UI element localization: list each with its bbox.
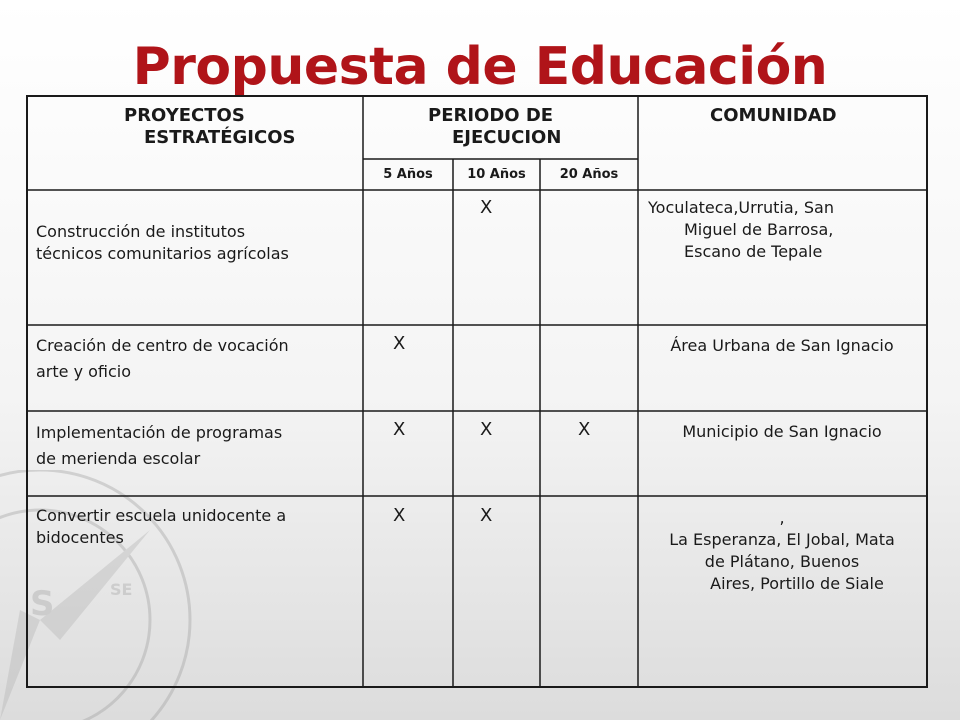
header-proyectos-line1: PROYECTOS xyxy=(124,105,245,126)
header-periodo xyxy=(428,105,628,149)
education-proposal-table xyxy=(26,95,928,688)
header-periodo-line2: EJECUCION xyxy=(452,127,562,148)
table-grid-lines xyxy=(28,97,926,686)
subheader-10-anos: 10 Años xyxy=(467,167,526,182)
project-line: Creación de centro de vocación xyxy=(36,336,289,355)
project-line: bidocentes xyxy=(36,528,124,547)
project-line: de merienda escolar xyxy=(36,449,201,468)
project-line: Construcción de institutos xyxy=(36,222,246,241)
header-comunidad-label: COMUNIDAD xyxy=(710,105,837,126)
slide-title: Propuesta de Educación xyxy=(132,37,828,97)
community-line: La Esperanza, El Jobal, Mata xyxy=(669,530,895,549)
header-comunidad xyxy=(710,105,910,127)
community-line: Municipio de San Ignacio xyxy=(682,422,882,441)
table-row-3-community xyxy=(638,421,926,443)
svg-text:S: S xyxy=(30,584,55,624)
project-line: técnicos comunitarios agrícolas xyxy=(36,244,289,263)
community-line: de Plátano, Buenos xyxy=(704,552,860,571)
table-row-3-mark-20: X xyxy=(578,419,591,440)
project-line: arte y oficio xyxy=(36,362,132,381)
community-line: Área Urbana de San Ignacio xyxy=(670,336,894,355)
project-line: Implementación de programas xyxy=(36,423,283,442)
table-row-1-community xyxy=(648,197,918,263)
table-row-2-mark-5: X xyxy=(393,333,406,354)
table-row-4-community xyxy=(638,507,926,595)
community-line: , xyxy=(779,508,785,527)
community-line: Yoculateca,Urrutia, San xyxy=(648,198,834,217)
subheader-20-anos: 20 Años xyxy=(559,167,619,182)
svg-text:SE: SE xyxy=(110,580,133,599)
header-proyectos-line2: ESTRATÉGICOS xyxy=(144,127,296,148)
table-row-4-mark-10: X xyxy=(480,505,493,526)
header-periodo-line1: PERIODO DE xyxy=(428,105,554,126)
table-row-4-mark-5: X xyxy=(393,505,406,526)
community-line: Aires, Portillo de Siale xyxy=(710,574,884,593)
table-row-1-mark-10: X xyxy=(480,197,493,218)
header-proyectos xyxy=(124,105,354,149)
table-row-3-mark-10: X xyxy=(480,419,493,440)
table-row-3-project xyxy=(36,420,356,472)
subheader-5-anos: 5 Años xyxy=(383,167,433,182)
table-row-1-project xyxy=(36,221,356,265)
table-row-4-project xyxy=(36,505,356,549)
table-row-2-community xyxy=(638,335,926,357)
table-row-3-mark-5: X xyxy=(393,419,406,440)
table-row-2-project xyxy=(36,333,356,385)
community-line: Escano de Tepale xyxy=(684,242,823,261)
project-line: Convertir escuela unidocente a xyxy=(36,506,287,525)
community-line: Miguel de Barrosa, xyxy=(684,220,834,239)
